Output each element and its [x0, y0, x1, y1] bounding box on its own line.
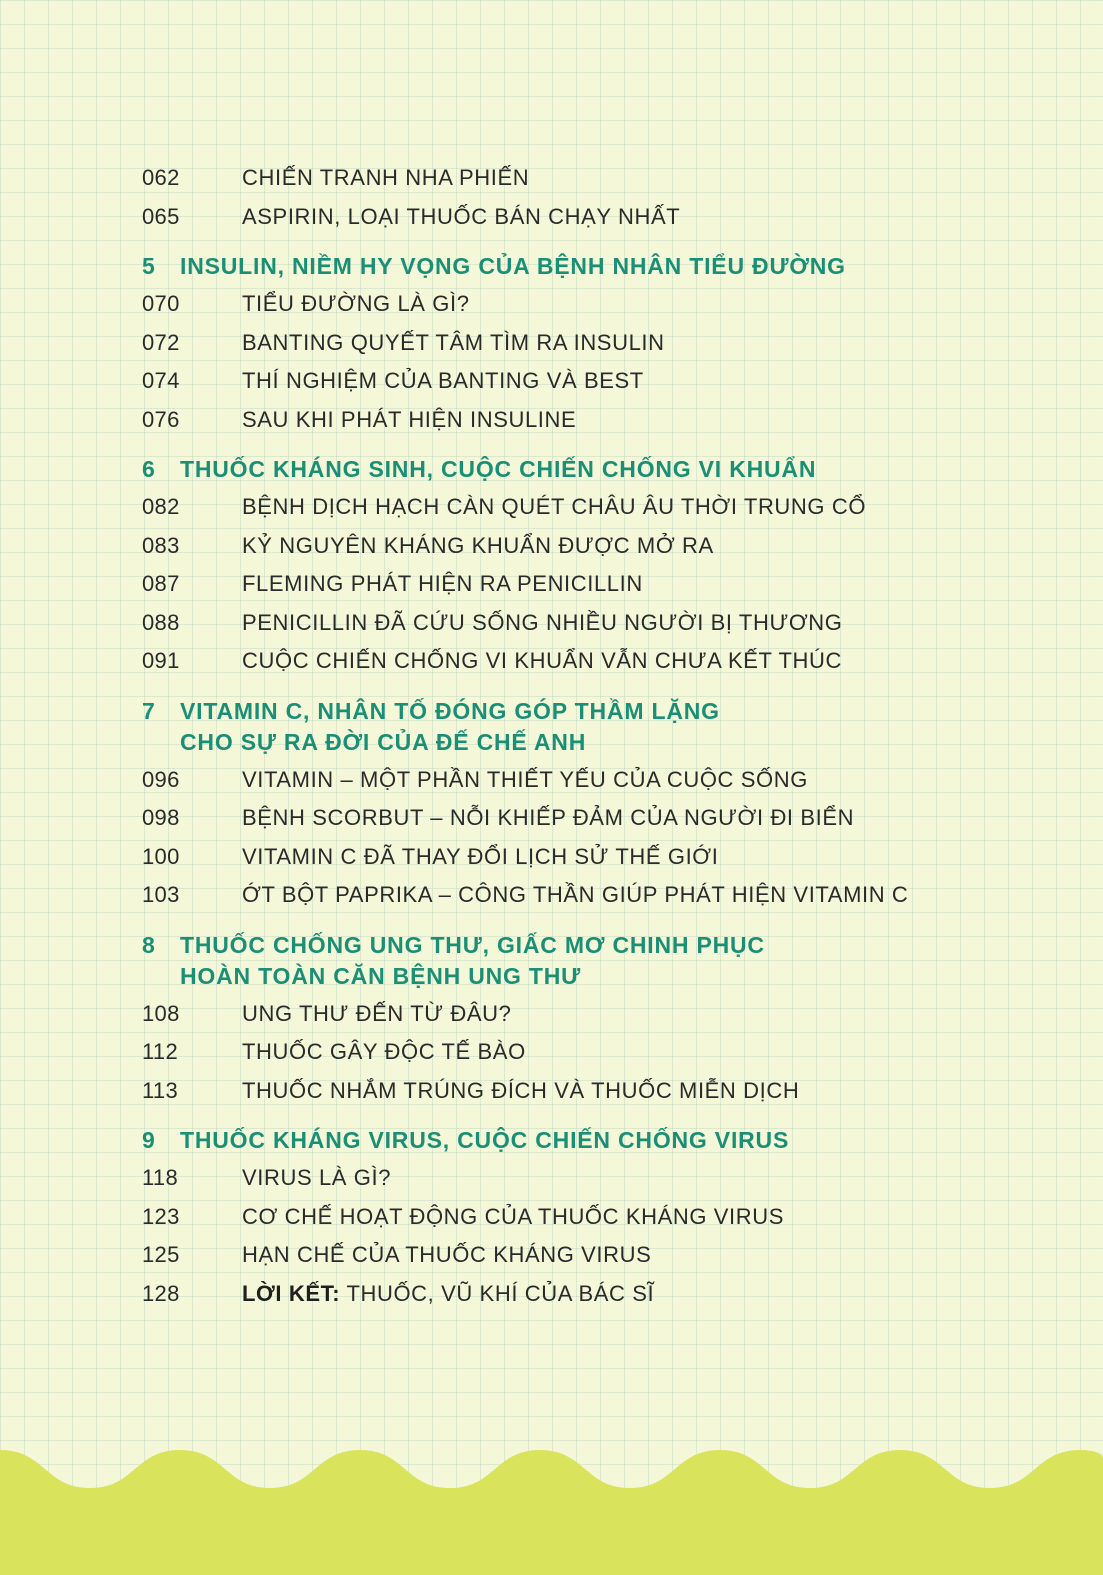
toc-entry [142, 643, 1042, 682]
toc-entry [142, 160, 1042, 199]
toc-entry [142, 528, 1042, 567]
chapter-number: 6 [142, 456, 156, 482]
entry-title-text: CƠ CHẾ HOẠT ĐỘNG CỦA THUỐC KHÁNG VIRUS [242, 1203, 785, 1229]
page-number: 112 [142, 1039, 178, 1064]
chapter-number: 5 [142, 253, 156, 279]
page-number: 103 [142, 882, 180, 907]
page-number: 091 [142, 648, 180, 673]
entry-title [242, 1237, 651, 1273]
page-number: 108 [142, 1000, 180, 1026]
entry-title-text: CHIẾN TRANH NHA PHIẾN [242, 165, 530, 190]
chapter-title-line: VITAMIN C, NHÂN TỐ ĐÓNG GÓP THẦM LẶNG [180, 697, 720, 724]
entry-title-text: ASPIRIN, LOẠI THUỐC BÁN CHẠY NHẤT [242, 203, 681, 229]
entry-title [242, 286, 470, 322]
entry-title [242, 566, 643, 602]
chapter-number: 8 [142, 931, 156, 958]
entry-title-text: PENICILLIN ĐÃ CỨU SỐNG NHIỀU NGƯỜI BỊ THƯƠNG [242, 609, 843, 635]
toc-entry [142, 877, 1042, 916]
entry-title [242, 363, 644, 399]
entry-title-text: THÍ NGHIỆM CỦA BANTING VÀ BEST [242, 368, 644, 393]
chapter-title [180, 696, 720, 758]
entry-title-text: KỶ NGUYÊN KHÁNG KHUẨN ĐƯỢC MỞ RA [242, 532, 714, 558]
entry-title [242, 325, 665, 361]
toc-entry [142, 566, 1042, 605]
entry-title-text: THUỐC NHẮM TRÚNG ĐÍCH VÀ THUỐC MIỄN DỊCH [242, 1077, 800, 1103]
chapter-heading [142, 930, 1042, 992]
toc-entry [142, 839, 1042, 878]
entry-title-text: BỆNH DỊCH HẠCH CÀN QUÉT CHÂU ÂU THỜI TRUNG CỔ [242, 494, 867, 519]
toc-entry [142, 1237, 1042, 1276]
page-number: 113 [142, 1077, 178, 1103]
chapter-heading [142, 696, 1042, 758]
entry-title-text: VITAMIN – MỘT PHẦN THIẾT YẾU CỦA CUỘC SỐNG [242, 766, 808, 792]
page-number: 125 [142, 1242, 180, 1267]
entry-title-text: VITAMIN C ĐÃ THAY ĐỔI LỊCH SỬ THẾ GIỚI [242, 843, 719, 869]
entry-title [242, 605, 843, 641]
toc-entry [142, 363, 1042, 402]
chapter-title [180, 454, 816, 485]
entry-title [242, 839, 719, 875]
entry-title-bold-prefix: LỜI KẾT: [242, 1280, 341, 1306]
entry-title-text: VIRUS LÀ GÌ? [242, 1165, 392, 1190]
toc-entry [142, 489, 1042, 528]
entry-title-text: THUỐC GÂY ĐỘC TẾ BÀO [242, 1039, 526, 1064]
entry-title [242, 762, 808, 798]
page-number: 128 [142, 1280, 180, 1306]
toc-entry [142, 605, 1042, 644]
entry-title [242, 402, 576, 438]
toc-entry [142, 762, 1042, 801]
toc-entry [142, 1276, 1042, 1315]
page-number: 076 [142, 406, 180, 432]
entry-title-text: BỆNH SCORBUT – NỖI KHIẾP ĐẢM CỦA NGƯỜI ĐI BIỂN [242, 805, 855, 830]
page-number: 088 [142, 609, 180, 635]
page-number: 098 [142, 805, 180, 830]
entry-title [242, 1073, 799, 1109]
toc-entry [142, 402, 1042, 441]
entry-title-text: BANTING QUYẾT TÂM TÌM RA INSULIN [242, 329, 665, 355]
toc-entry [142, 1160, 1042, 1199]
page-number: 096 [142, 766, 180, 792]
page-number: 118 [142, 1165, 178, 1190]
entry-title [242, 199, 680, 235]
chapter-title-line: THUỐC KHÁNG SINH, CUỘC CHIẾN CHỐNG VI KHUẨN [180, 456, 817, 482]
toc-entry [142, 325, 1042, 364]
entry-title [242, 160, 529, 196]
page-number: 100 [142, 843, 180, 869]
page-number: 072 [142, 329, 180, 355]
entry-title-text: ỚT BỘT PAPRIKA – CÔNG THẦN GIÚP PHÁT HIỆN VITAMIN C [242, 882, 909, 907]
page-number: 082 [142, 494, 180, 519]
toc-entry [142, 1073, 1042, 1112]
entry-title [242, 877, 908, 913]
chapter-title-line: CHO SỰ RA ĐỜI CỦA ĐẾ CHẾ ANH [180, 728, 587, 755]
entry-title [242, 643, 842, 679]
page-number: 083 [142, 532, 180, 558]
entry-title-text: THUỐC, VŨ KHÍ CỦA BÁC SĨ [340, 1280, 655, 1306]
toc-entry [142, 199, 1042, 238]
chapter-heading [142, 1125, 1042, 1156]
entry-title-text: CUỘC CHIẾN CHỐNG VI KHUẨN VẪN CHƯA KẾT THÚC [242, 648, 842, 673]
entry-title [242, 528, 714, 564]
chapter-number: 7 [142, 697, 156, 724]
toc-entry [142, 996, 1042, 1035]
page-number: 062 [142, 165, 180, 190]
page-number: 070 [142, 291, 180, 316]
entry-title [242, 1160, 391, 1196]
chapter-title-line: THUỐC KHÁNG VIRUS, CUỘC CHIẾN CHỐNG VIRUS [180, 1127, 790, 1153]
bottom-wave-decoration [0, 1440, 1103, 1575]
page-number: 087 [142, 571, 180, 596]
chapter-title-line: HOÀN TOÀN CĂN BỆNH UNG THƯ [180, 962, 582, 989]
table-of-contents [142, 160, 1042, 1314]
page-number: 065 [142, 203, 180, 229]
chapter-heading [142, 251, 1042, 282]
entry-title [242, 996, 511, 1032]
entry-title [242, 1034, 526, 1070]
chapter-title [180, 930, 765, 992]
toc-entry [142, 800, 1042, 839]
entry-title-text: FLEMING PHÁT HIỆN RA PENICILLIN [242, 571, 643, 596]
chapter-title [180, 251, 846, 282]
entry-title-text: TIỂU ĐƯỜNG LÀ GÌ? [242, 291, 470, 316]
entry-title-text: UNG THƯ ĐẾN TỪ ĐÂU? [242, 1000, 512, 1026]
page-number: 074 [142, 368, 180, 393]
toc-entry [142, 1199, 1042, 1238]
toc-entry [142, 1034, 1042, 1073]
entry-title [242, 1276, 654, 1312]
chapter-title-line: INSULIN, NIỀM HY VỌNG CỦA BỆNH NHÂN TIỂU ĐƯỜNG [180, 253, 846, 279]
chapter-title-line: THUỐC CHỐNG UNG THƯ, GIẤC MƠ CHINH PHỤC [180, 931, 765, 958]
chapter-number: 9 [142, 1127, 156, 1153]
entry-title [242, 800, 854, 836]
page-number: 123 [142, 1203, 180, 1229]
toc-entry [142, 286, 1042, 325]
entry-title [242, 489, 866, 525]
chapter-title [180, 1125, 789, 1156]
entry-title-text: HẠN CHẾ CỦA THUỐC KHÁNG VIRUS [242, 1242, 652, 1267]
entry-title-text: SAU KHI PHÁT HIỆN INSULINE [242, 406, 577, 432]
entry-title [242, 1199, 784, 1235]
chapter-heading [142, 454, 1042, 485]
